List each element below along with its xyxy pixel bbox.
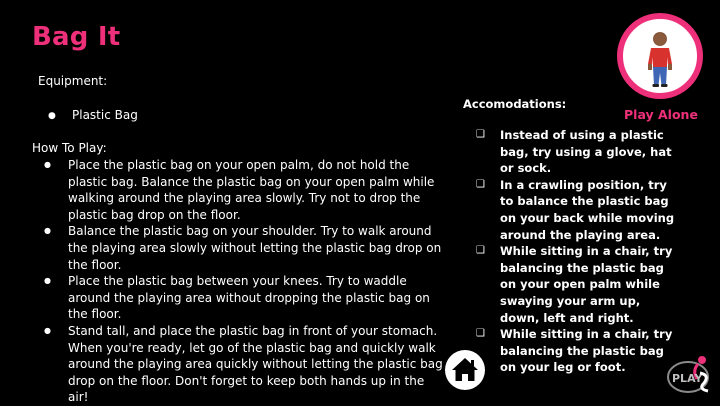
home-icon <box>445 350 485 390</box>
page-title: Bag It <box>32 22 121 52</box>
brand-logo-icon <box>664 351 714 397</box>
list-item: ● Stand tall, and place the plastic bag in front of your stomach. When you're ready, let go of the plastic bag and quickly walk around the playing area quickly without letting the plastic bag drop on the floor. Don't forget to keep both hands up in the air! <box>44 323 444 406</box>
list-item: ● Place the plastic bag on your open palm, do not hold the plastic bag. Balance the plastic bag on your open palm while walking around the playing area slowly. Try not to drop the plastic bag drop on the floor. <box>44 157 444 223</box>
list-item: ❑ In a crawling position, try to balance the plastic bag on your back while moving around the playing area. <box>476 177 682 243</box>
accommodations-label: Accomodations: <box>463 97 567 111</box>
list-item: ❑ While sitting in a chair, try balancing the plastic bag on your open palm while swaying your arm up, down, left and right. <box>476 243 682 326</box>
avatar <box>617 13 703 99</box>
brand-logo <box>664 351 714 397</box>
play-mode-label: Play Alone <box>624 107 698 122</box>
list-item: ● Plastic Bag <box>48 108 138 122</box>
how-to-play-list <box>44 157 444 406</box>
list-item: ● Balance the plastic bag on your shoulder. Try to walk around the playing area slowly without letting the plastic bag drop on the floor. <box>44 223 444 273</box>
equipment-list <box>48 108 138 122</box>
list-item: ❑ While sitting in a chair, try balancing the plastic bag on your leg or foot. <box>476 326 682 376</box>
list-item: ● Place the plastic bag between your knees. Try to waddle around the playing area without dropping the plastic bag on the floor. <box>44 273 444 323</box>
child-avatar-icon <box>623 19 697 93</box>
home-button[interactable] <box>445 350 485 390</box>
equipment-label: Equipment: <box>38 74 108 88</box>
accommodations-list <box>476 127 682 376</box>
how-to-play-label: How To Play: <box>32 141 107 155</box>
list-item: ❑ Instead of using a plastic bag, try using a glove, hat or sock. <box>476 127 682 177</box>
svg-text:PLAY: PLAY <box>672 372 703 385</box>
